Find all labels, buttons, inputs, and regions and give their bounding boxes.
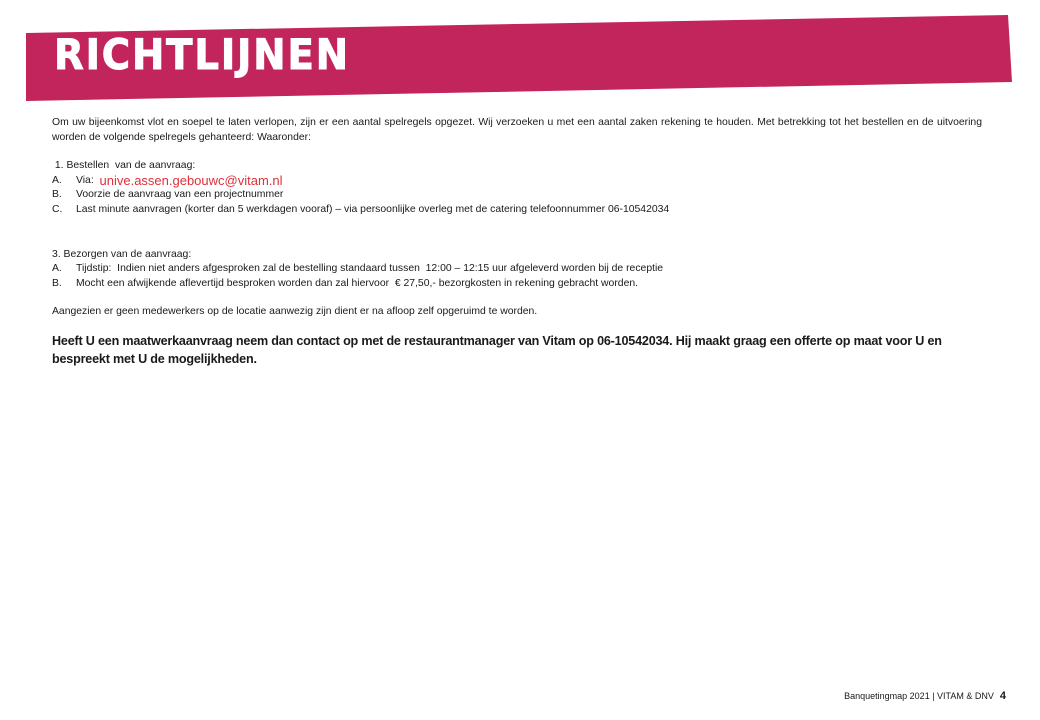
- section-title-bezorgen: 3. Bezorgen van de aanvraag:: [52, 248, 192, 260]
- email-link[interactable]: unive.assen.gebouwc@vitam.nl: [99, 172, 283, 188]
- via-label: Via:: [76, 174, 100, 186]
- list-item: [52, 203, 982, 218]
- section-title-bestellen: 1. Bestellen van de aanvraag:: [52, 160, 196, 172]
- list-letter: B.: [52, 189, 62, 201]
- list-item: [52, 262, 982, 277]
- list-letter: C.: [52, 203, 63, 215]
- list-letter: A.: [52, 263, 62, 275]
- list-letter: A.: [52, 174, 62, 186]
- list-text: Last minute aanvragen (korter dan 5 werkdagen vooraf) – via persoonlijke overleg met de catering telefoonnummer 06-10542034: [76, 203, 670, 215]
- list-item: [52, 188, 982, 203]
- page-title: RICHTLIJNEN: [54, 30, 350, 79]
- page-number: 4: [999, 690, 1006, 702]
- title-banner: [0, 0, 1040, 110]
- list-text: Mocht een afwijkende aflevertijd besproken worden dan zal hiervoor € 27,50,- bezorgkosten in rekening gebracht worden.: [76, 277, 639, 289]
- custom-request-note: Heeft U een maatwerkaanvraag neem dan contact op met de restaurantmanager van Vitam op 06-10542034. Hij maakt graag een offerte op maat voor U en bespreekt met U de mogelijkheden.: [52, 333, 942, 366]
- list-text: Tijdstip: Indien niet anders afgesproken zal de bestelling standaard tussen 12:00 – 12:15 uur afgeleverd worden bij de receptie: [76, 263, 664, 275]
- footer-text: Banquetingmap 2021 | VITAM & DNV: [844, 691, 994, 701]
- intro-paragraph: Om uw bijeenkomst vlot en soepel te laten verlopen, zijn er een aantal spelregels opgezet. Wij verzoeken u met een aantal zaken rekening te houden. Met betrekking tot het bestellen en de uitvoering worden de volgende spelregels gehanteerd: Waaronder:: [52, 117, 982, 143]
- section-bezorgen: [52, 248, 982, 292]
- list-text: Voorzie de aanvraag van een projectnummer: [76, 189, 284, 201]
- main-content: [52, 116, 982, 368]
- list-item: [52, 277, 982, 292]
- page-footer: [844, 690, 1006, 702]
- section-bestellen: [52, 159, 982, 217]
- list-item: [52, 174, 982, 189]
- list-letter: B.: [52, 277, 62, 289]
- cleanup-note: Aangezien er geen medewerkers op de locatie aanwezig zijn dient er na afloop zelf opgeruimd te worden.: [52, 306, 538, 318]
